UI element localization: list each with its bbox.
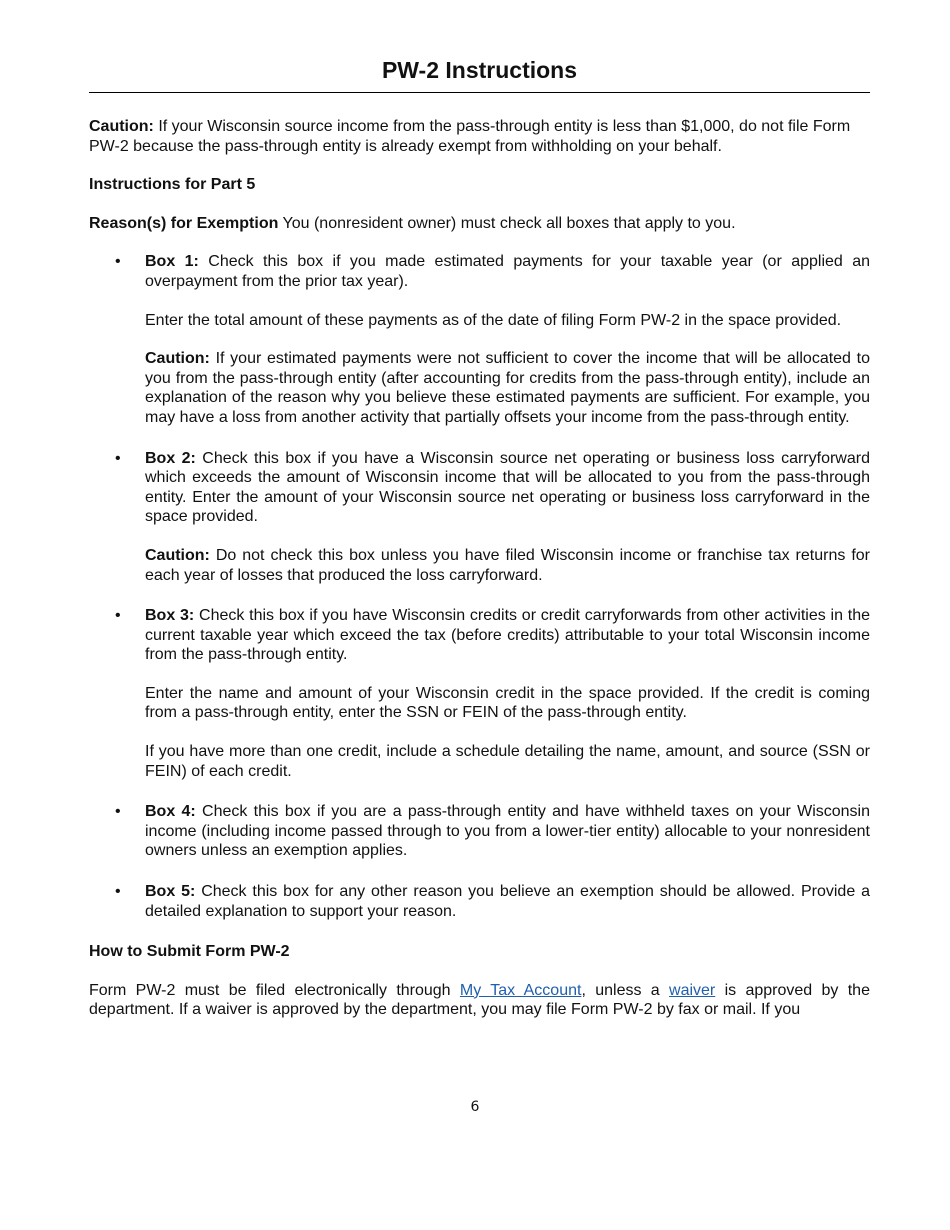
waiver-link[interactable]: waiver bbox=[669, 981, 716, 999]
page-title: PW-2 Instructions bbox=[381, 57, 578, 83]
reasons-paragraph bbox=[89, 214, 870, 234]
box-1-label: Box 1: bbox=[145, 253, 199, 271]
caution-paragraph bbox=[89, 117, 870, 156]
part5-heading: Instructions for Part 5 bbox=[89, 176, 256, 194]
submit-heading: How to Submit Form PW-2 bbox=[89, 943, 290, 961]
box-5-paragraph bbox=[145, 882, 870, 921]
box-3-sub-paragraph-2: If you have more than one credit, include a schedule detailing the name, amount, and source (SSN or FEIN) of each credit. bbox=[145, 743, 870, 780]
page-number: 6 bbox=[470, 1099, 480, 1115]
list-item-box-1 bbox=[89, 252, 870, 427]
bullet-icon: • bbox=[115, 449, 121, 467]
bullet-icon: • bbox=[115, 883, 121, 901]
box-3-paragraph bbox=[145, 606, 870, 665]
box-list bbox=[89, 252, 870, 921]
box-3-text: Check this box if you have Wisconsin credits or credit carryforwards from other activities in the current taxable year which exceed the tax (before credits) attributable to your total Wisconsin income from the pass-through entity. bbox=[145, 607, 870, 664]
box-1-paragraph bbox=[145, 252, 870, 291]
bullet-icon: • bbox=[115, 803, 121, 821]
list-item-box-4 bbox=[89, 802, 870, 861]
box-5-text: Check this box for any other reason you believe an exemption should be allowed. Provide a detailed explanation to support your reason. bbox=[145, 883, 870, 920]
box-4-text: Check this box if you are a pass-through entity and have withheld taxes on your Wisconsin income (including income passed through to you from a lower-tier entity) allocable to your nonresident owners unless an exemption applies. bbox=[145, 803, 870, 860]
box-2-caution-text: Do not check this box unless you have filed Wisconsin income or franchise tax returns for each year of losses that produced the loss carryforward. bbox=[145, 546, 870, 584]
list-item-box-5 bbox=[89, 882, 870, 921]
submit-paragraph bbox=[89, 981, 870, 1020]
bullet-icon: • bbox=[115, 607, 121, 625]
box-1-text: Check this box if you made estimated payments for your taxable year (or applied an overpayment from the prior tax year). bbox=[145, 253, 870, 290]
document-page bbox=[89, 0, 870, 1020]
box-1-caution-paragraph bbox=[145, 349, 870, 427]
title-divider bbox=[89, 92, 870, 93]
submit-text-3: is approved by the department. If a waiver is approved by the department, you may file Form PW-2 by fax or mail. If you bbox=[89, 981, 870, 1019]
box-1-sub-paragraph: Enter the total amount of these payments as of the date of filing Form PW-2 in the space provided. bbox=[145, 311, 842, 329]
box-5-label: Box 5: bbox=[145, 883, 196, 901]
box-1-caution-text: If your estimated payments were not sufficient to cover the income that will be allocated to you from the pass-through entity (after accounting for credits from the pass-through entity), include an explanation of the reason why you believe these estimated payments are sufficient. For example, you may have a loss from another activity that partially offsets your income from the pass-through entity. bbox=[145, 350, 870, 426]
submit-text-1: Form PW-2 must be filed electronically through bbox=[89, 981, 460, 999]
list-item-box-3 bbox=[89, 606, 870, 781]
box-1-caution-label: Caution: bbox=[145, 350, 210, 368]
box-3-sub-paragraph-1: Enter the name and amount of your Wisconsin credit in the space provided. If the credit is coming from a pass-through entity, enter the SSN or FEIN of the pass-through entity. bbox=[145, 684, 870, 722]
box-2-text: Check this box if you have a Wisconsin source net operating or business loss carryforward which exceeds the amount of Wisconsin income that will be allocated to you from the pass-through entity. Enter the amount of your Wisconsin source net operating or business loss carryforward in the space provided. bbox=[145, 449, 870, 526]
bullet-icon: • bbox=[115, 253, 121, 271]
box-4-paragraph bbox=[145, 802, 870, 861]
box-2-label: Box 2: bbox=[145, 449, 196, 467]
submit-text-2: , unless a bbox=[581, 981, 670, 999]
box-4-label: Box 4: bbox=[145, 803, 196, 821]
my-tax-account-link[interactable]: My Tax Account bbox=[459, 981, 582, 999]
box-2-paragraph bbox=[145, 449, 870, 527]
reasons-text: You (nonresident owner) must check all boxes that apply to you. bbox=[278, 214, 736, 232]
list-item-box-2 bbox=[89, 449, 870, 586]
box-2-caution-paragraph bbox=[145, 546, 870, 585]
box-2-caution-label: Caution: bbox=[145, 546, 210, 564]
box-3-label: Box 3: bbox=[145, 607, 195, 625]
caution-text: If your Wisconsin source income from the pass-through entity is less than $1,000, do not file Form PW-2 because the pass-through entity is already exempt from withholding on your behalf. bbox=[89, 118, 851, 155]
reasons-label: Reason(s) for Exemption bbox=[89, 214, 279, 232]
caution-label: Caution: bbox=[89, 118, 154, 135]
